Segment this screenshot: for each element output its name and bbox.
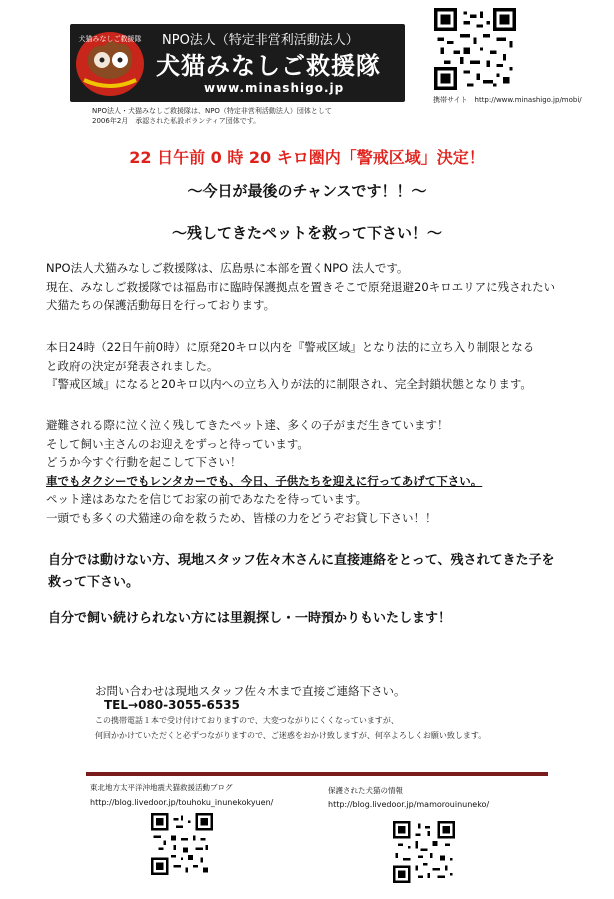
appeal-emphasis-line: 車でもタクシーでもレンタカーでも、今日、子供たちを迎えに行ってあげて下さい。: [46, 473, 483, 488]
decision-paragraph: [46, 338, 534, 394]
mobile-site-link[interactable]: 携帯サイト http://www.minashigo.jp/mobi/: [433, 96, 582, 104]
contact-note-line: この携帯電話１本で受け付けておりますので、大変つながりにくくなっていますが、: [95, 716, 399, 725]
org-note: [92, 106, 422, 126]
appeal-line: ペット達はあなたを信じてお家の前であなたを待っています。: [46, 492, 368, 506]
intro-line: 犬猫たちの保護活動毎日を行っております。: [46, 298, 276, 312]
blog-relief-qr-icon[interactable]: [151, 813, 213, 875]
mobile-site-qr-icon[interactable]: [434, 8, 516, 90]
appeal-line: どうか今すぐ行動を起こして下さい！: [46, 455, 242, 469]
appeal-line: 避難される際に泣く泣く残してきたペット達、多くの子がまだ生きています！: [46, 418, 449, 432]
org-banner: [70, 24, 405, 102]
logo-text: 犬猫みなしご救援隊: [78, 35, 142, 43]
intro-line: NPO法人犬猫みなしご救援隊は、広島県に本部を置くNPO 法人です。: [46, 261, 409, 275]
org-name: 犬猫みなしご救援隊: [156, 52, 381, 80]
contact-note-line: 何回かかけていただくと必ずつながりますので、ご迷惑をおかけ致しますが、何卒よろしくお願い致します。: [95, 731, 487, 740]
intro-paragraph: [46, 259, 555, 315]
headline: 22 日午前 0 時 20 キロ圏内「警戒区域」決定！: [129, 148, 485, 167]
blog-link-rescued[interactable]: http://blog.livedoor.jp/mamorouinuneko/: [328, 800, 490, 809]
org-type: NPO法人（特定非営利活動法人）: [162, 33, 359, 48]
call-to-action: [48, 550, 554, 594]
foster-notice: 自分で飼い続けられない方には里親探し・一時預かりもいたします！: [48, 611, 452, 626]
decision-line: 本日24時（22日午前0時）に原発20キロ以内を『警戒区域』となり法的に立ち入り制限となる: [46, 340, 535, 354]
decision-line: と政府の決定が発表されました。: [46, 358, 219, 373]
subhead-save-pets: ～残してきたペットを救って下さい！～: [171, 224, 442, 242]
blog-title-rescued: 保護された犬猫の情報: [328, 786, 403, 795]
cta-line: 自分では動けない方、現地スタッフ佐々木さんに直接連絡をとって、残されてきた子を: [48, 553, 555, 568]
decision-line: 『警戒区域』になると20キロ以内への立ち入りが法的に制限され、完全封鎖状態となります。: [46, 377, 532, 391]
contact-note: [95, 713, 486, 743]
org-logo: [74, 30, 146, 98]
intro-line: 現在、みなしご救援隊では福島市に臨時保護拠点を置きそこで原発退避20キロエリアに残されたい: [46, 279, 556, 294]
footer-divider: [86, 772, 548, 776]
contact-intro: お問い合わせは現地スタッフ佐々木まで直接ご連絡下さい。: [95, 684, 406, 698]
cta-line: 救って下さい。: [48, 575, 140, 590]
appeal-paragraph: [46, 416, 482, 527]
appeal-line: そして飼い主さんのお迎えをずっと待っています。: [46, 436, 309, 451]
blog-title-relief: 東北地方太平洋沖地震犬猫救援活動ブログ: [90, 783, 233, 792]
org-note-line: 2006年2月 承認された私設ボランティア団体です。: [92, 117, 261, 125]
subhead-last-chance: ～今日が最後のチャンスです！！～: [187, 182, 427, 200]
org-note-line: NPO法人・犬猫みなしご救援隊は、NPO（特定非営利活動法人）団体として: [92, 107, 332, 115]
website-url[interactable]: www.minashigo.jp: [204, 81, 345, 95]
contact-phone[interactable]: TEL→080-3055-6535: [104, 698, 240, 712]
blog-rescued-qr-icon[interactable]: [393, 821, 455, 883]
appeal-line: 一頭でも多くの犬猫達の命を救うため、皆様の力をどうぞお貸し下さい！！: [46, 510, 437, 525]
blog-link-relief[interactable]: http://blog.livedoor.jp/touhoku_inunekokyuen/: [90, 798, 274, 807]
